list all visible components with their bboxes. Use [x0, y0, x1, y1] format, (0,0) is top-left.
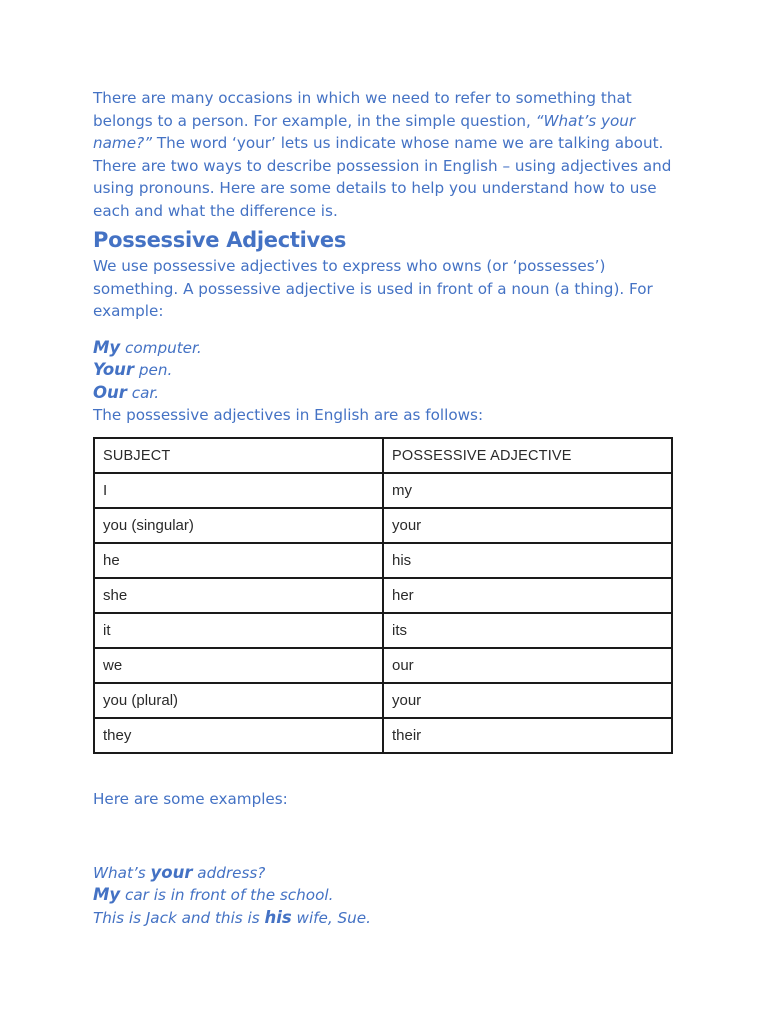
example-sentence — [93, 884, 683, 907]
sentence-text: What’s — [93, 863, 151, 882]
adjective-cell: her — [383, 578, 672, 613]
table-row — [94, 578, 672, 613]
examples-section — [93, 788, 683, 929]
example-sentence — [93, 862, 683, 885]
example-noun: car. — [126, 383, 160, 402]
table-row — [94, 613, 672, 648]
subject-cell: you (singular) — [94, 508, 383, 543]
header-subject: SUBJECT — [94, 438, 383, 473]
section-description: We use possessive adjectives to express who owns (or ‘possesses’) something. A possessive adjective is used in front of a noun (a thing). For example: — [93, 257, 653, 320]
subject-cell: he — [94, 543, 383, 578]
subject-cell: we — [94, 648, 383, 683]
intro-paragraph — [93, 87, 683, 222]
subject-cell: they — [94, 718, 383, 753]
example-adjective: Our — [93, 382, 127, 402]
intro-text-part2: The word ‘your’ lets us indicate whose name we are talking about. There are two ways to describe possession in English – using adjectives and using pronouns. Here are some details to help you understand how to use each and what the difference is. — [93, 134, 672, 220]
document-body — [93, 87, 683, 427]
short-example — [93, 359, 683, 382]
table-row — [94, 718, 672, 753]
adjective-cell: your — [383, 683, 672, 718]
adjective-cell: our — [383, 648, 672, 683]
sentence-text: address? — [192, 863, 266, 882]
table-header-row — [94, 438, 672, 473]
possessive-adjectives-table — [93, 437, 673, 754]
example-noun: computer. — [120, 338, 202, 357]
table-row — [94, 683, 672, 718]
sentence-adjective: My — [93, 885, 121, 904]
sentence-adjective: his — [264, 907, 292, 927]
sentence-text: This is Jack and this is — [93, 908, 265, 927]
adjective-cell: their — [383, 718, 672, 753]
table-row — [94, 543, 672, 578]
intro-quote: “What’s your name?” — [93, 111, 636, 152]
adjective-cell: my — [383, 473, 672, 508]
table-row — [94, 473, 672, 508]
example-sentence — [93, 907, 683, 930]
table-row — [94, 508, 672, 543]
short-example — [93, 382, 683, 405]
section-heading: Possessive Adjectives — [93, 228, 347, 252]
intro-text-part1: There are many occasions in which we need to refer to something that belongs to a person. For example, in the simple question, — [93, 89, 632, 130]
adjective-cell: your — [383, 508, 672, 543]
sentence-text: car is in front of the school. — [120, 886, 334, 904]
sentence-text: wife, Sue. — [291, 908, 371, 927]
header-possessive-adjective: POSSESSIVE ADJECTIVE — [383, 438, 672, 473]
adjective-cell: his — [383, 543, 672, 578]
example-noun: pen. — [134, 361, 173, 379]
short-example — [93, 337, 683, 360]
example-adjective: My — [93, 337, 121, 357]
subject-cell: it — [94, 613, 383, 648]
table-row — [94, 648, 672, 683]
sentence-adjective: your — [150, 862, 193, 882]
subject-cell: I — [94, 473, 383, 508]
example-adjective: Your — [93, 360, 135, 379]
subject-cell: she — [94, 578, 383, 613]
examples-intro: Here are some examples: — [93, 790, 288, 808]
subject-cell: you (plural) — [94, 683, 383, 718]
short-examples — [93, 337, 683, 405]
adjective-cell: its — [383, 613, 672, 648]
table-intro: The possessive adjectives in English are as follows: — [93, 406, 484, 424]
